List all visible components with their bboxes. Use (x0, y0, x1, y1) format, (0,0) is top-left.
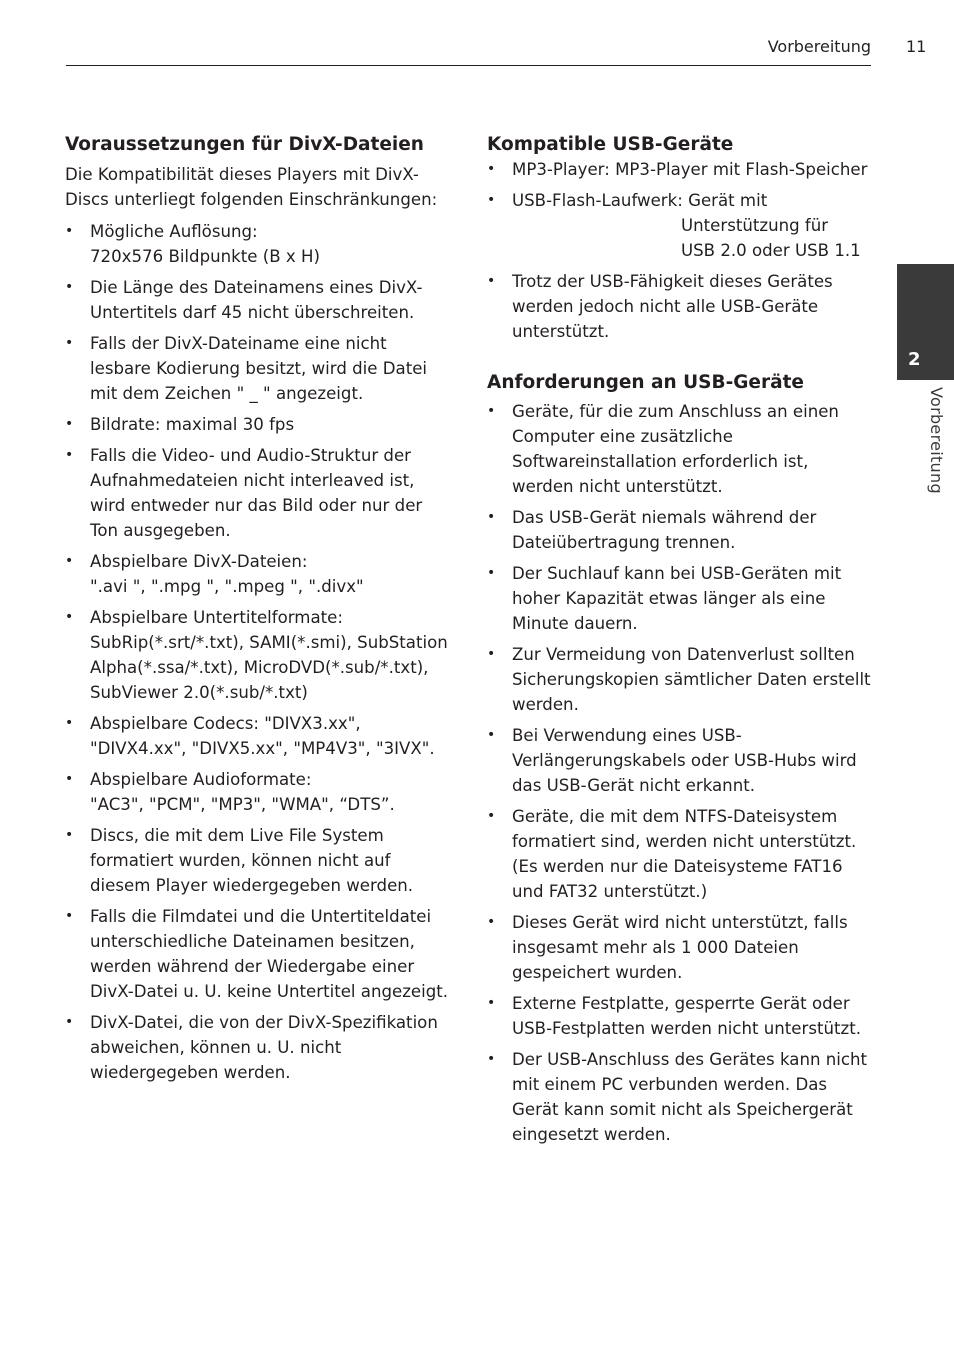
list-item-text: • Abspielbare Audioformate: (90, 770, 312, 789)
list-item-text: • Abspielbare Untertitelformate: SubRip(*.srt/*.txt), SAMI(*.smi), SubStation Alpha(*.ssa/*.txt), MicroDVD(*.sub/*.txt), SubViewer 2.0(*.sub/*.txt) (90, 608, 448, 702)
divx-requirements-list (65, 219, 451, 1085)
list-item (487, 505, 872, 555)
list-item-text: Externe Festplatte, gesperrte Gerät oder USB-Festplatten werden nicht unterstützt. (512, 994, 862, 1038)
usb-requirements-heading: Anforderungen an USB-Geräte (487, 372, 804, 393)
list-item-text: Der Suchlauf kann bei USB-Geräten mit hoher Kapazität etwas länger als eine Minute dauern. (512, 564, 842, 633)
list-item (487, 804, 872, 904)
list-item (487, 642, 872, 717)
header-rule (66, 65, 871, 66)
list-item-text: ".avi ", ".mpg ", ".mpeg ", ".divx" (90, 577, 364, 596)
list-item (487, 991, 872, 1041)
list-item (487, 723, 872, 798)
list-item-text: MP3-Player: MP3-Player mit Flash-Speicher (512, 160, 868, 179)
list-item (65, 412, 451, 437)
divx-requirements-heading: Voraussetzungen für DivX-Dateien (65, 134, 424, 155)
list-item-text: Unterstützung für (681, 216, 829, 235)
list-item-text: • Falls die Filmdatei und die Untertiteldatei unterschiedliche Dateinamen besitzen, werden während der Wiedergabe einer DivX-Datei u. U. keine Untertitel angezeigt. (90, 907, 449, 1001)
list-item-text: Das USB-Gerät niemals während der Dateiübertragung trennen. (512, 508, 817, 552)
section-spacer (487, 350, 872, 371)
page-number: 11 (906, 37, 927, 56)
list-item-text: • Bildrate: maximal 30 fps (90, 415, 295, 434)
list-item (65, 904, 451, 1004)
list-item-text: USB 2.0 oder USB 1.1 (681, 241, 861, 260)
usb-requirements-list (487, 399, 872, 1147)
list-item (65, 767, 451, 817)
list-item-text: • Falls die Video- und Audio-Struktur der Aufnahmedateien nicht interleaved ist, wird entweder nur das Bild oder nur der Ton ausgegeben. (90, 446, 423, 540)
list-item-text: • Falls der DivX-Dateiname eine nicht lesbare Kodierung besitzt, wird die Datei mit dem Zeichen " _ " angezeigt. (90, 334, 428, 403)
list-item (65, 219, 451, 269)
right-column (487, 133, 872, 1153)
list-item (487, 269, 872, 344)
chapter-number: 2 (908, 349, 921, 370)
list-item-text: • Mögliche Auflösung: (90, 222, 258, 241)
left-column (65, 133, 451, 1091)
usb-compatible-heading: Kompatible USB-Geräte (487, 134, 734, 155)
list-item (65, 711, 451, 761)
list-item-text: Geräte, für die zum Anschluss an einen Computer eine zusätzliche Softwareinstallation erforderlich ist, werden nicht unterstützt. (512, 402, 839, 496)
list-item (487, 561, 872, 636)
list-item (487, 157, 872, 182)
list-item (65, 443, 451, 543)
list-item-text: • DivX-Datei, die von der DivX-Spezifikation abweichen, können u. U. nicht wiedergegeben werden. (90, 1013, 438, 1082)
list-item (487, 399, 872, 499)
list-item (65, 331, 451, 406)
list-item (65, 275, 451, 325)
list-item (65, 605, 451, 705)
list-item-text: Trotz der USB-Fähigkeit dieses Gerätes werden jedoch nicht alle USB-Geräte unterstützt. (512, 272, 833, 341)
list-item-text: • USB-Flash-Laufwerk: Gerät mit (512, 191, 768, 210)
header-section-title: Vorbereitung (767, 37, 871, 56)
list-item (487, 1047, 872, 1147)
list-item-text: Bei Verwendung eines USB-Verlängerungskabels oder USB-Hubs wird das USB-Gerät nicht erkannt. (512, 726, 857, 795)
list-item-text: "AC3", "PCM", "MP3", "WMA", “DTS”. (90, 795, 395, 814)
list-item-text: • Abspielbare DivX-Dateien: (90, 552, 308, 571)
list-item-text: Zur Vermeidung von Datenverlust sollten Sicherungskopien sämtlicher Daten erstellt werden. (512, 645, 871, 714)
list-item-text: Der USB-Anschluss des Gerätes kann nicht mit einem PC verbunden werden. Das Gerät kann somit nicht als Speichergerät eingesetzt werden. (512, 1050, 868, 1144)
list-item-text: • Discs, die mit dem Live File System formatiert wurden, können nicht auf diesem Player wiedergegeben werden. (90, 826, 414, 895)
usb-compatible-list (487, 157, 872, 344)
list-item-text: Dieses Gerät wird nicht unterstützt, falls insgesamt mehr als 1 000 Dateien gespeichert wurden. (512, 913, 848, 982)
list-item (487, 910, 872, 985)
list-item-text: • Abspielbare Codecs: "DIVX3.xx", "DIVX4.xx", "DIVX5.xx", "MP4V3", "3IVX". (90, 714, 435, 758)
list-item-text: • Die Länge des Dateinamens eines DivX-Untertitels darf 45 nicht überschreiten. (90, 278, 423, 322)
chapter-tab (897, 264, 954, 380)
list-item (65, 549, 451, 599)
chapter-label: Vorbereitung (927, 387, 946, 494)
divx-intro: Die Kompatibilität dieses Players mit DivX-Discs unterliegt folgenden Einschränkungen: (65, 165, 438, 209)
list-item (65, 823, 451, 898)
list-item-text: Geräte, die mit dem NTFS-Dateisystem formatiert sind, werden nicht unterstützt. (Es werden nur die Dateisysteme FAT16 und FAT32 unterstützt.) (512, 807, 857, 901)
list-item (487, 188, 872, 263)
list-item (65, 1010, 451, 1085)
list-item-text: 720x576 Bildpunkte (B x H) (90, 247, 320, 266)
